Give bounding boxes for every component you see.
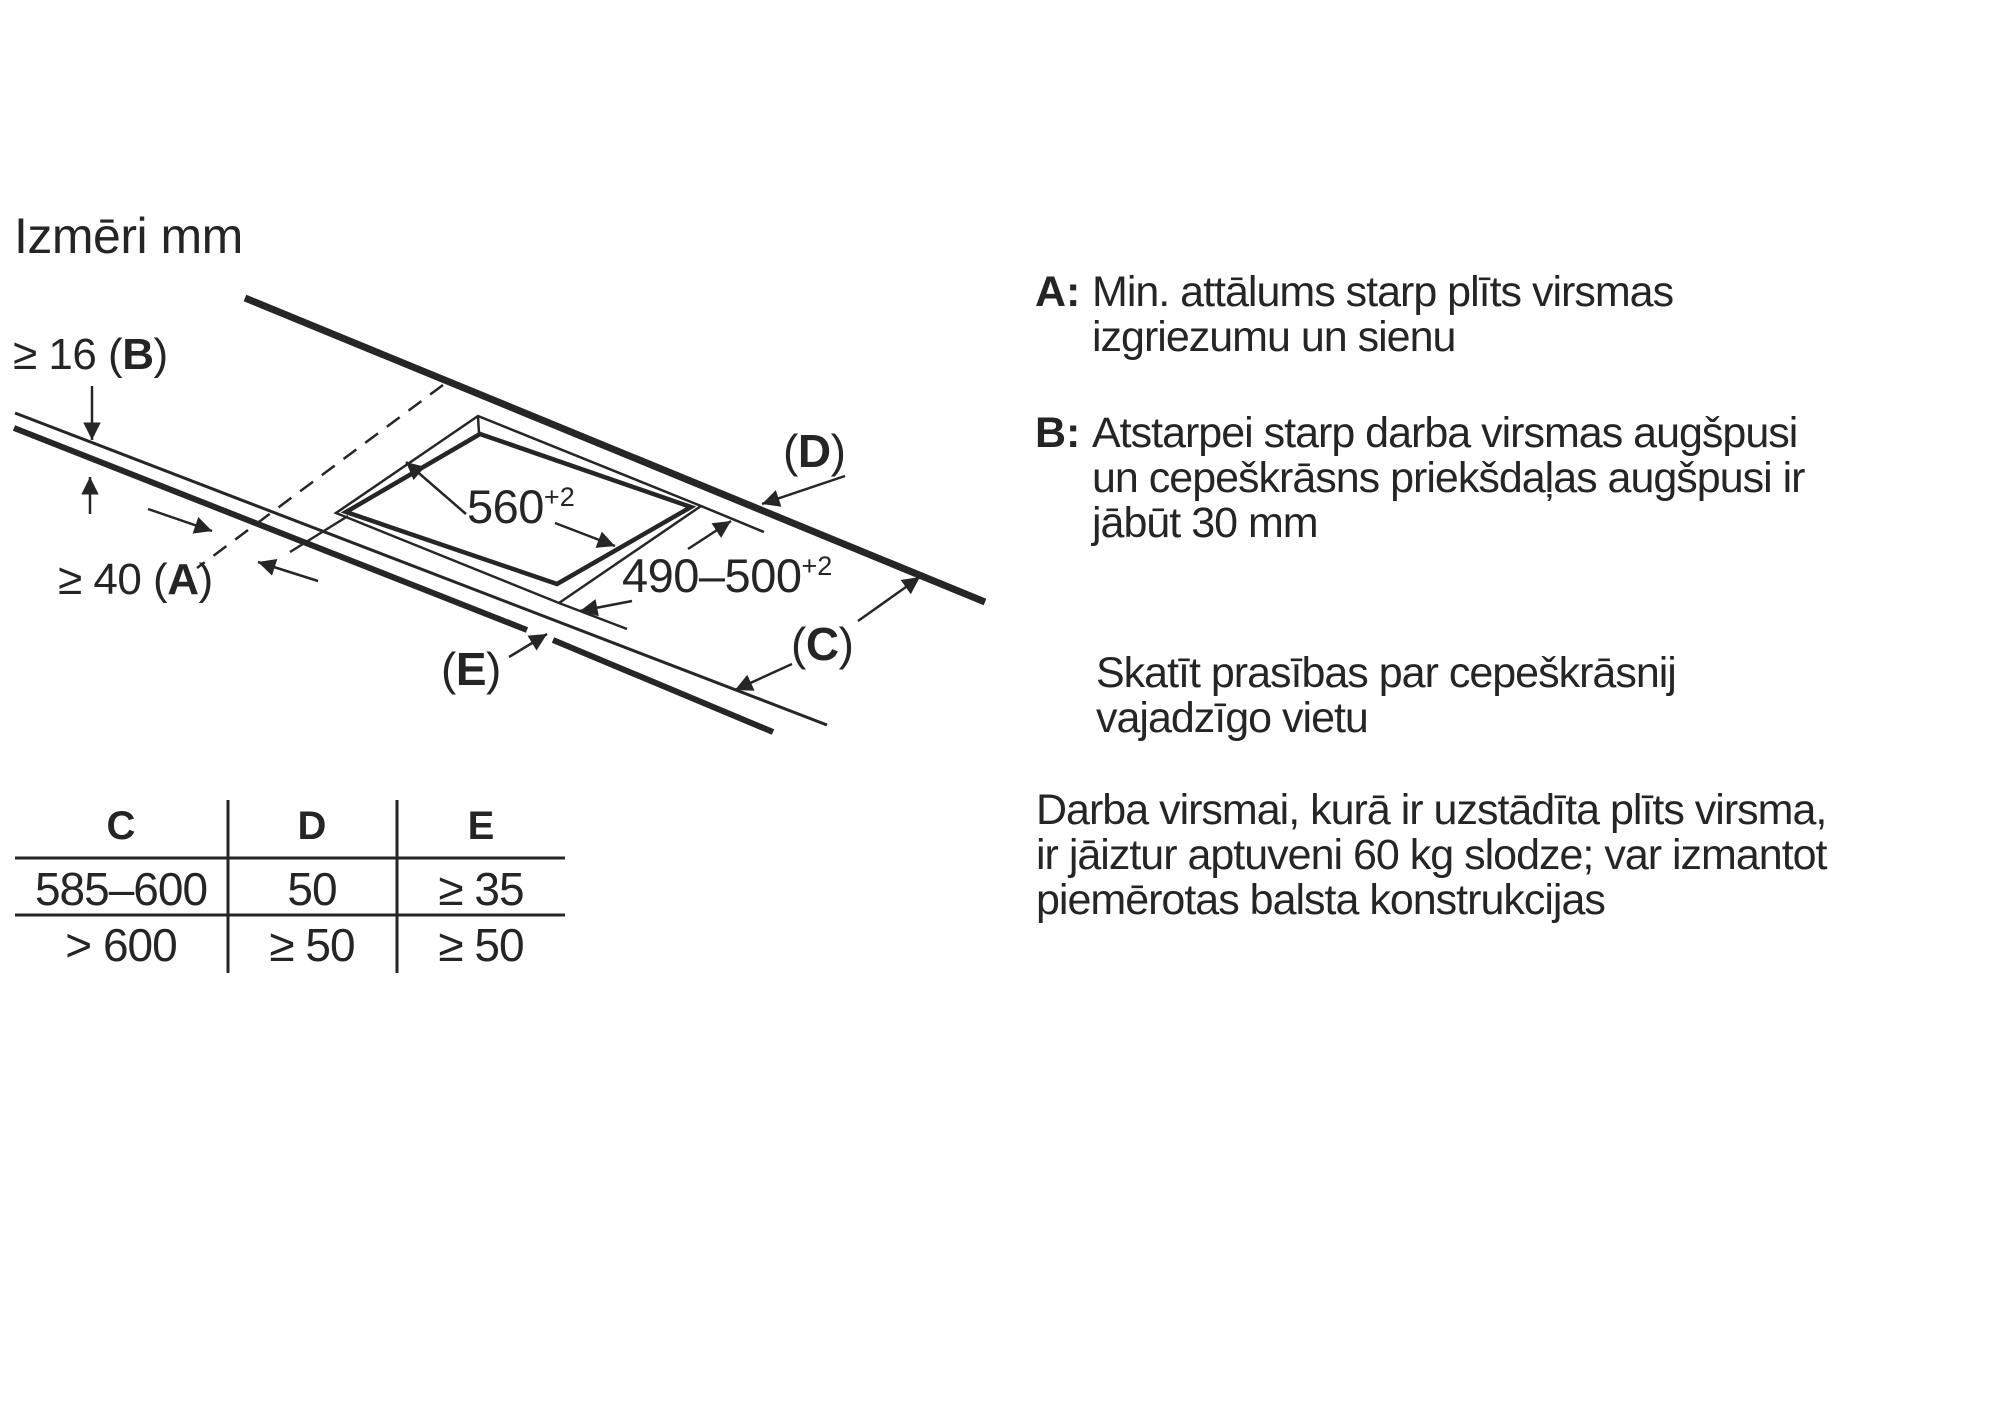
table-header-e: E bbox=[467, 804, 495, 848]
dim-depth-value: 490–500 bbox=[622, 549, 802, 602]
label-e-suffix: ) bbox=[486, 643, 501, 695]
label-e bbox=[441, 643, 501, 695]
arrow-a-right bbox=[258, 562, 318, 581]
table-cell-r2-e: ≥ 50 bbox=[438, 919, 524, 971]
arrow-490-upper bbox=[688, 521, 731, 549]
dim-width-value: 560 bbox=[467, 480, 544, 533]
label-d bbox=[783, 425, 846, 477]
label-d-letter: D bbox=[797, 425, 831, 477]
label-c bbox=[791, 618, 854, 670]
note-oven-space-line-2: vajadzīgo vietu bbox=[1096, 694, 1368, 742]
table-cell-r1-e: ≥ 35 bbox=[438, 863, 524, 915]
dim-b-suffix: ) bbox=[153, 330, 168, 379]
label-d-suffix: ) bbox=[830, 425, 846, 477]
dim-a-letter: A bbox=[167, 555, 199, 604]
note-a-line-1: Min. attālums starp plīts virsmas bbox=[1092, 268, 1674, 316]
table-cell-r2-d: ≥ 50 bbox=[269, 919, 355, 971]
dim-a-label bbox=[58, 555, 213, 604]
label-c-prefix: ( bbox=[791, 618, 806, 670]
arrow-490-lower bbox=[580, 601, 632, 611]
dim-width-text bbox=[467, 480, 575, 533]
dim-b-prefix: ≥ 16 ( bbox=[13, 330, 123, 379]
note-oven-space-line-1: Skatīt prasības par cepeškrāsnij bbox=[1096, 649, 1676, 697]
cutout-corner-tick bbox=[478, 417, 479, 433]
dim-width-tolerance: +2 bbox=[543, 482, 575, 512]
worktop-front-thick-line2 bbox=[553, 640, 773, 732]
note-b-line-2: un cepeškrāsns priekšdaļas augšpusi ir bbox=[1092, 454, 1805, 502]
dim-a-suffix: ) bbox=[198, 555, 213, 604]
dim-b-letter: B bbox=[122, 330, 154, 379]
dim-b-label bbox=[13, 330, 168, 379]
note-load-line-1: Darba virsmai, kurā ir uzstādīta plīts virsma, bbox=[1036, 786, 1827, 834]
table-cell-r2-c: > 600 bbox=[65, 919, 177, 971]
table-header-d: D bbox=[297, 804, 327, 848]
label-d-prefix: ( bbox=[783, 425, 798, 477]
table-cell-r1-c: 585–600 bbox=[34, 863, 208, 915]
dim-a-prefix: ≥ 40 ( bbox=[58, 555, 168, 604]
note-a-line-2: izgriezumu un sienu bbox=[1092, 313, 1456, 361]
dim-depth-text bbox=[622, 549, 833, 602]
note-load-line-3: piemērotas balsta konstrukcijas bbox=[1036, 876, 1605, 924]
note-b-line-3: jābūt 30 mm bbox=[1092, 499, 1318, 547]
arrow-560-left bbox=[406, 462, 466, 514]
label-c-letter: C bbox=[805, 618, 839, 670]
label-e-prefix: ( bbox=[441, 643, 456, 695]
arrow-d bbox=[762, 476, 845, 504]
note-b-line-1: Atstarpei starp darba virsmas augšpusi bbox=[1092, 409, 1798, 457]
page-title: Izmēri mm bbox=[14, 208, 243, 264]
label-c-suffix: ) bbox=[838, 618, 854, 670]
table-cell-r1-d: 50 bbox=[287, 863, 337, 915]
note-load-line-2: ir jāiztur aptuveni 60 kg slodze; var izmantot bbox=[1036, 831, 1827, 879]
label-e-letter: E bbox=[455, 643, 487, 695]
arrow-e bbox=[509, 634, 547, 657]
arrow-c-down bbox=[735, 664, 792, 690]
dim-depth-tolerance: +2 bbox=[801, 551, 833, 581]
note-b-label: B: bbox=[1035, 409, 1081, 457]
arrow-a-left bbox=[148, 509, 212, 531]
note-a-label: A: bbox=[1035, 268, 1081, 316]
arrow-c-up bbox=[858, 577, 920, 621]
table-header-c: C bbox=[106, 804, 136, 848]
